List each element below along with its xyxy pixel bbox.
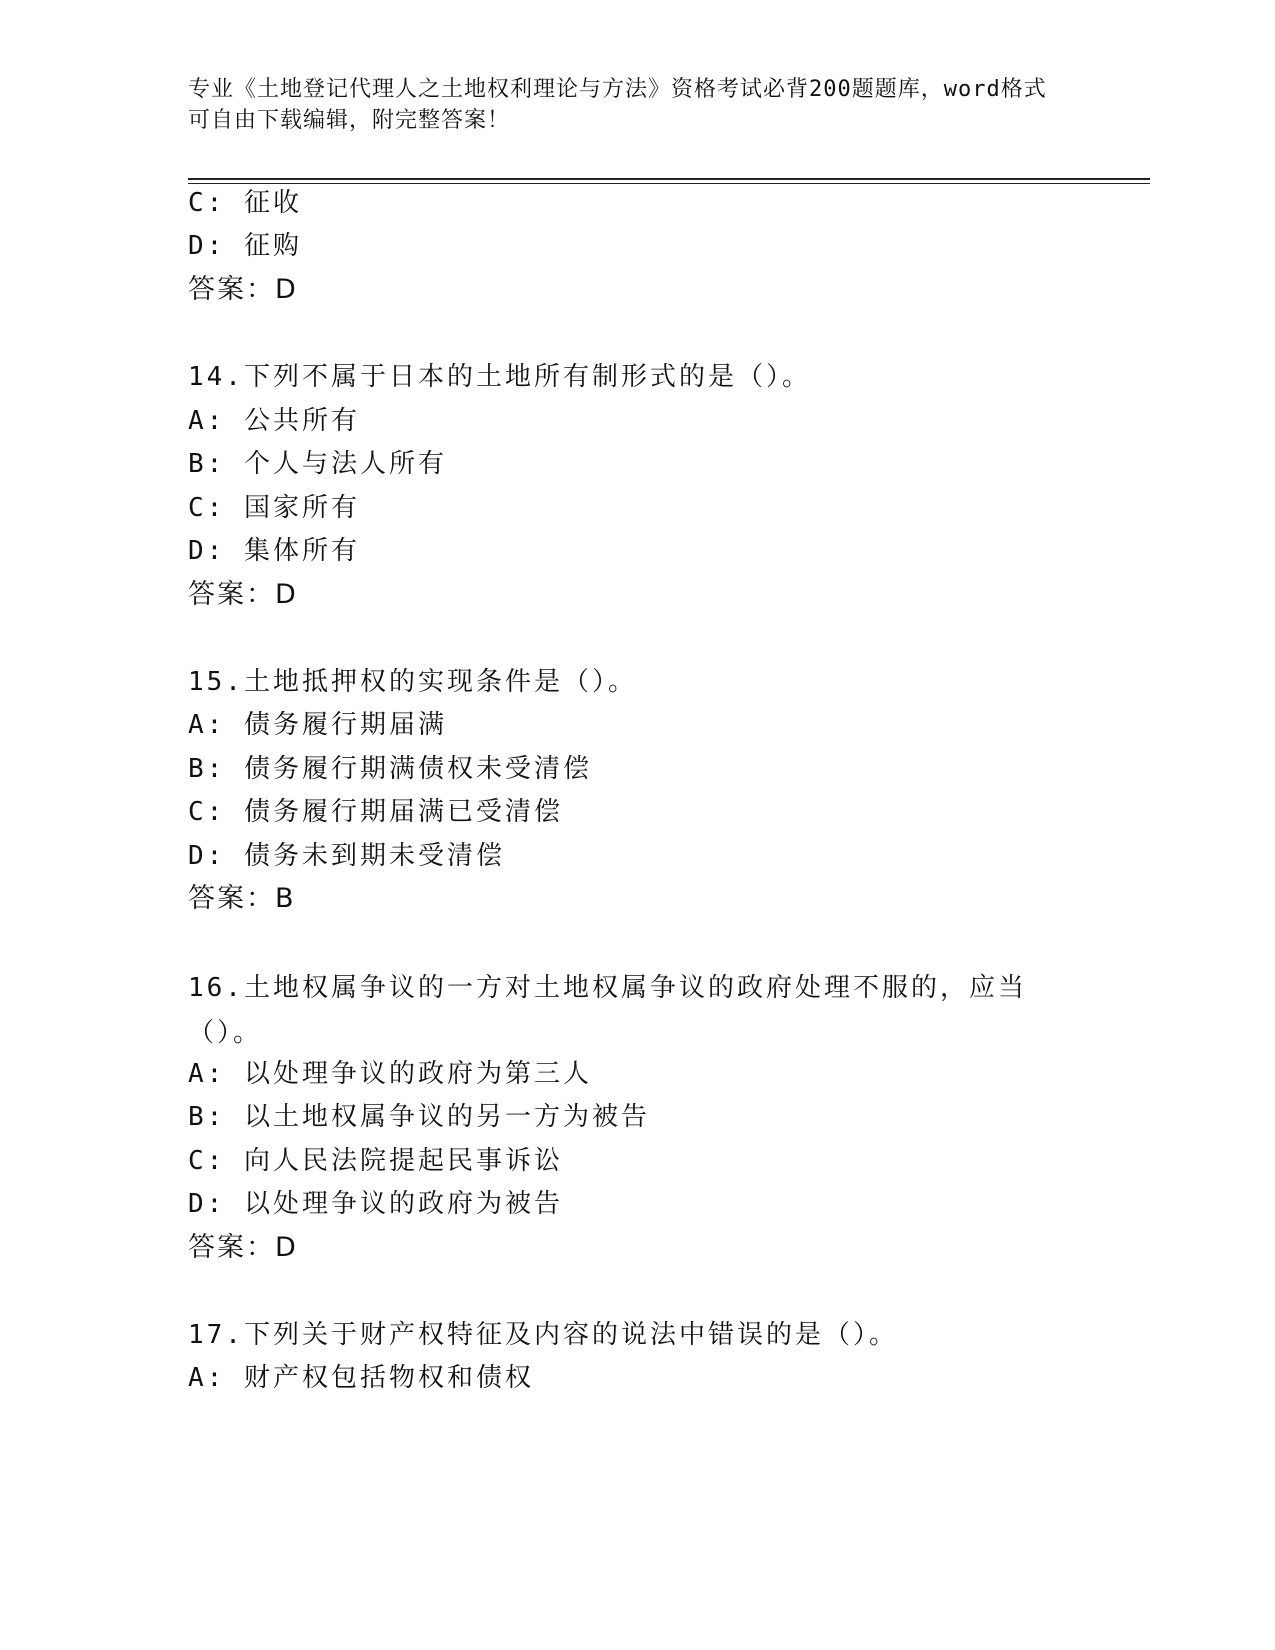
question-stem: 14.下列不属于日本的土地所有制形式的是（）。 [188,362,811,392]
option-c: C: 债务履行期届满已受清偿 [188,797,563,827]
option-d: D: 债务未到期未受清偿 [188,841,505,871]
option-a: A: 公共所有 [188,406,360,436]
document-header: 专业《土地登记代理人之土地权利理论与方法》资格考试必背200题题库，word格式可自由下载编辑，附完整答案！ [188,77,1047,133]
option-a: A: 以处理争议的政府为第三人 [188,1059,592,1089]
header-rule-thick [188,178,1150,180]
answer: 答案：D [188,274,298,305]
option-d: D: 以处理争议的政府为被告 [188,1189,563,1219]
header-rule-thin [188,183,1150,184]
answer: 答案：D [188,1232,298,1263]
option-c: C: 向人民法院提起民事诉讼 [188,1146,563,1176]
option-b: B: 债务履行期满债权未受清偿 [188,754,592,784]
option-c: C: 国家所有 [188,493,360,523]
question-stem: 17.下列关于财产权特征及内容的说法中错误的是（）。 [188,1320,898,1350]
option-d: D: 集体所有 [188,536,360,566]
answer: 答案：D [188,579,298,610]
option-d: D: 征购 [188,231,302,261]
option-a: A: 债务履行期届满 [188,710,447,740]
option-a: A: 财产权包括物权和债权 [188,1363,534,1393]
option-b: B: 个人与法人所有 [188,449,447,479]
option-b: B: 以土地权属争议的另一方为被告 [188,1102,650,1132]
answer: 答案：B [188,883,296,914]
question-stem: 15.土地抵押权的实现条件是（）。 [188,667,637,697]
option-c: C: 征收 [188,188,302,218]
question-stem: 16.土地权属争议的一方对土地权属争议的政府处理不服的，应当（）。 [188,973,1027,1048]
